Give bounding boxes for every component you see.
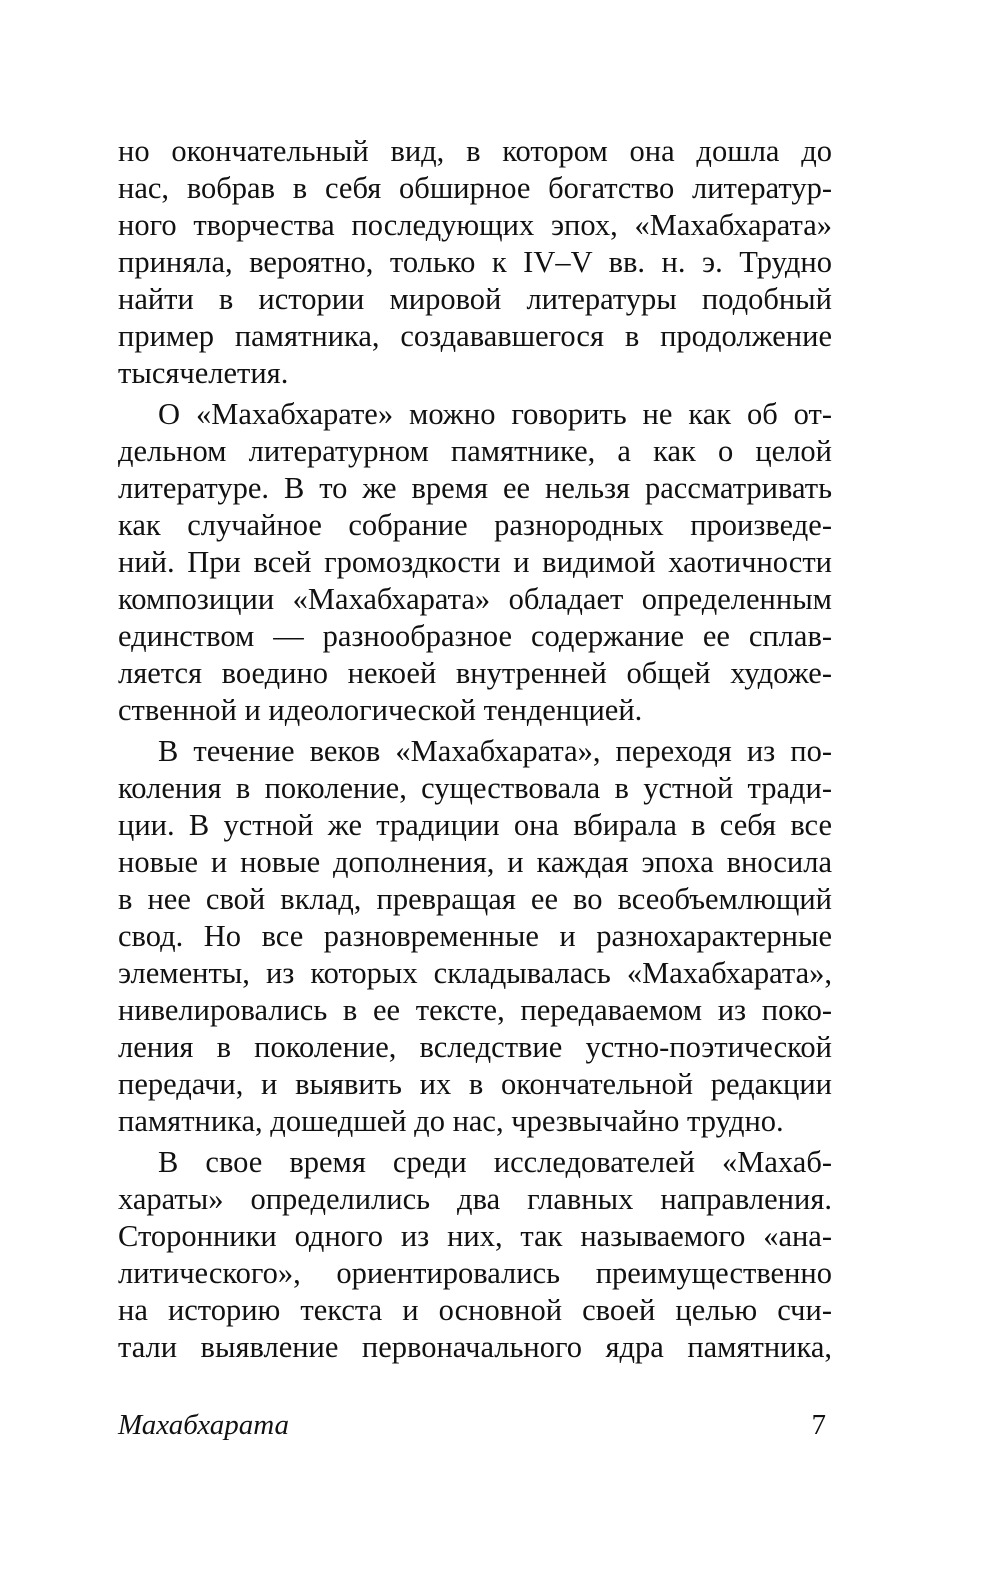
- paragraph: [118, 1144, 832, 1366]
- text-line: литического», ориентировались преимущественно: [118, 1256, 832, 1290]
- text-line: как случайное собрание разнородных произведе-: [118, 508, 832, 542]
- page-footer: [118, 1405, 832, 1445]
- text-line: пример памятника, создававшегося в продолжение: [118, 319, 832, 353]
- text-line: в нее свой вклад, превращая ее во всеобъемлющий: [118, 882, 832, 916]
- text-line: тысячелетия.: [118, 356, 289, 390]
- text-line: В свое время среди исследователей «Махаб-: [158, 1145, 832, 1179]
- text-line: хараты» определились два главных направления.: [118, 1182, 832, 1216]
- text-line: но окончательный вид, в котором она дошла до: [118, 134, 832, 168]
- text-line: ляется воедино некоей внутренней общей художе-: [118, 656, 832, 690]
- text-line: нивелировались в ее тексте, передаваемом из поко-: [118, 993, 832, 1027]
- paragraph: [118, 396, 832, 729]
- text-line: коления в поколение, существовала в устной тради-: [118, 771, 832, 805]
- text-line: единством — разнообразное содержание ее сплав-: [118, 619, 832, 653]
- text-line: В течение веков «Махабхарата», переходя из по-: [158, 734, 832, 768]
- text-line: нас, вобрав в себя обширное богатство литератур-: [118, 171, 832, 205]
- text-line: Сторонники одного из них, так называемого «ана-: [118, 1219, 832, 1253]
- paragraph: [118, 733, 832, 1140]
- text-line: элементы, из которых складывалась «Махабхарата»,: [118, 956, 832, 990]
- paragraph: [118, 133, 832, 392]
- text-line: литературе. В то же время ее нельзя рассматривать: [118, 471, 832, 505]
- text-line: найти в истории мировой литературы подобный: [118, 282, 832, 316]
- text-line: памятника, дошедшей до нас, чрезвычайно трудно.: [118, 1104, 784, 1138]
- text-line: тали выявление первоначального ядра памятника,: [118, 1330, 832, 1364]
- page-number: 7: [811, 1409, 826, 1441]
- text-line: новые и новые дополнения, и каждая эпоха вносила: [118, 845, 832, 879]
- running-title: Махабхарата: [118, 1409, 290, 1441]
- text-line: ственной и идеологической тенденцией.: [118, 693, 643, 727]
- text-line: свод. Но все разновременные и разнохарактерные: [118, 919, 832, 953]
- text-line: на историю текста и основной своей целью счи-: [118, 1293, 832, 1327]
- text-line: ного творчества последующих эпох, «Махабхарата»: [118, 208, 832, 242]
- text-line: ний. При всей громоздкости и видимой хаотичности: [118, 545, 832, 579]
- text-line: О «Махабхарате» можно говорить не как об от-: [158, 397, 832, 431]
- text-line: передачи, и выявить их в окончательной редакции: [118, 1067, 832, 1101]
- body-text: [118, 133, 832, 1366]
- text-line: приняла, вероятно, только к IV–V вв. н. э. Трудно: [118, 245, 832, 279]
- text-line: дельном литературном памятнике, а как о целой: [118, 434, 832, 468]
- text-line: ления в поколение, вследствие устно-поэтической: [118, 1030, 832, 1064]
- text-line: композиции «Махабхарата» обладает определенным: [118, 582, 832, 616]
- text-line: ции. В устной же традиции она вбирала в себя все: [118, 808, 832, 842]
